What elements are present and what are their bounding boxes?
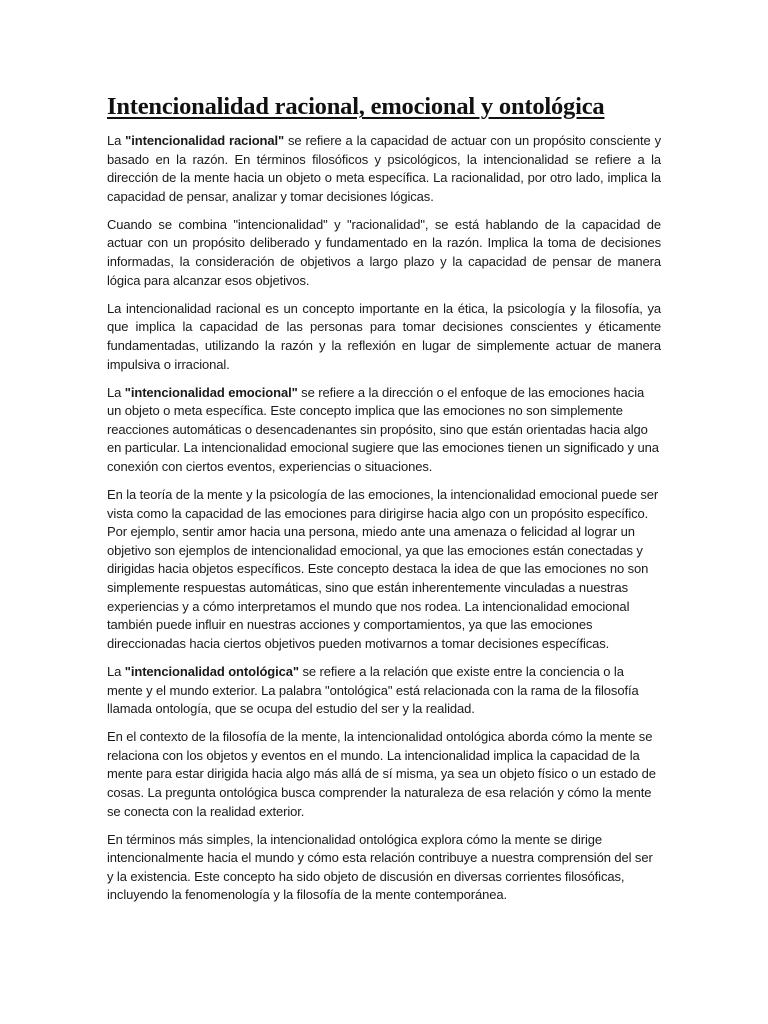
paragraph-intencionalidad-emocional: [107, 384, 661, 477]
paragraph-etica: La intencionalidad racional es un concepto importante en la ética, la psicología y la filosofía, ya que implica la capacidad de las personas para tomar decisiones conscientes y éticamente fundamentadas, utilizando la razón y la reflexión en lugar de simplemente actuar de manera impulsiva o irracional.: [107, 300, 661, 372]
paragraph-text: se refiere a la capacidad de actuar con un propósito consciente y basado en la razón. En términos filosóficos y psicológicos, la intencionalidad se refiere a la dirección de la mente hacia un objeto o meta específica. La racionalidad, por otro lado, implica la capacidad de pensar, analizar y tomar decisiones lógicas.: [107, 133, 661, 204]
paragraph-lead: La: [107, 133, 126, 148]
paragraph-intencionalidad-racional: [107, 132, 661, 206]
paragraph-filosofia-mente: En el contexto de la filosofía de la mente, la intencionalidad ontológica aborda cómo la mente se relaciona con los objetos y eventos en el mundo. La intencionalidad implica la capacidad de la mente para estar dirigida hacia algo más allá de sí misma, ya sea un objeto físico o un estado de cosas. La pregunta ontológica busca comprender la naturaleza de esa relación y cómo la mente se conecta con la realidad exterior.: [107, 729, 656, 819]
paragraph-lead: La: [107, 663, 125, 679]
document-page: [107, 92, 661, 915]
paragraph-terminos-simples: En términos más simples, la intencionalidad ontológica explora cómo la mente se dirige intencionalmente hacia el mundo y cómo esta relación contribuye a nuestra comprensión del ser y la existencia. Este concepto ha sido objeto de discusión en diversas corrientes filosóficas, incluyendo la fenomenología y la filosofía de la mente contemporánea.: [107, 831, 653, 903]
bold-term-ontologica: "intencionalidad ontológica": [124, 663, 299, 679]
bold-term-racional: "intencionalidad racional": [125, 133, 285, 148]
bold-term-emocional: "intencionalidad emocional": [124, 384, 298, 400]
document-title: Intencionalidad racional, emocional y ontológica: [107, 93, 605, 120]
paragraph-text: se refiere a la dirección o el enfoque de las emociones hacia un objeto o meta específica. Este concepto implica que las emociones no son simplemente reacciones automáticas o desencadenantes sin propósito, sino que están orientadas hacia algo en particular. La intencionalidad emocional sugiere que las emociones tienen un significado y una conexión con ciertos eventos, experiencias o situaciones.: [107, 384, 659, 474]
paragraph-teoria-mente: En la teoría de la mente y la psicología de las emociones, la intencionalidad emocional puede ser vista como la capacidad de las emociones para dirigirse hacia algo con un propósito específico. Por ejemplo, sentir amor hacia una persona, miedo ante una amenaza o felicidad al lograr un objetivo son ejemplos de intencionalidad emocional, ya que las emociones están conectadas y dirigidas hacia objetos específicos. Este concepto destaca la idea de que las emociones no son simplemente respuestas automáticas, sino que están inherentemente vinculadas a nuestras experiencias y a cómo interpretamos el mundo que nos rodea. La intencionalidad emocional también puede influir en nuestras acciones y comportamientos, ya que las emociones direccionadas hacia ciertos objetivos pueden motivarnos a tomar decisiones específicas.: [107, 487, 659, 651]
paragraph-text: se refiere a la relación que existe entre la conciencia o la mente y el mundo exterior. La palabra "ontológica" está relacionada con la rama de la filosofía llamada ontología, que se ocupa del estudio del ser y la realidad.: [107, 663, 639, 717]
paragraph-intencionalidad-ontologica: [107, 663, 661, 719]
paragraph-lead: La: [107, 384, 125, 400]
paragraph-combinacion: Cuando se combina "intencionalidad" y "racionalidad", se está hablando de la capacidad de actuar con un propósito deliberado y fundamentado en la razón. Implica la toma de decisiones informadas, la consideración de objetivos a largo plazo y la capacidad de pensar de manera lógica para alcanzar esos objetivos.: [107, 216, 661, 288]
